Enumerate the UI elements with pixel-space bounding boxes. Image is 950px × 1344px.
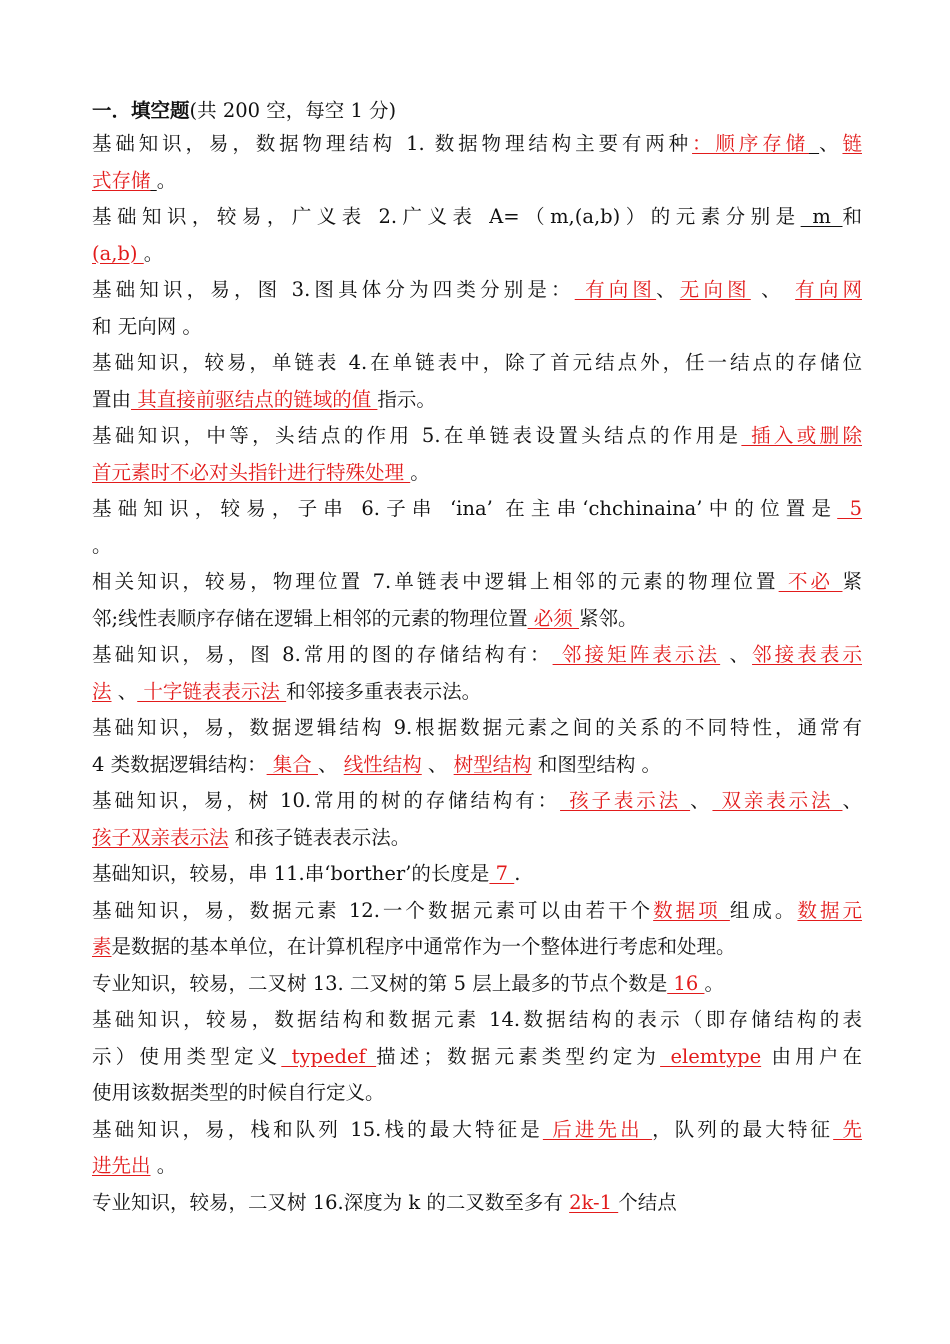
- question-text: 相关知识，较易，物理位置 7.单链表中逻辑上相邻的元素的物理位置: [92, 570, 779, 593]
- question-line: [92, 893, 862, 930]
- document-page: [92, 96, 862, 1221]
- question-line: [92, 856, 862, 893]
- question-text: 、: [111, 679, 138, 703]
- question-text: 、: [690, 789, 713, 812]
- question-item: [92, 637, 862, 710]
- answer-blank: 不必: [778, 570, 843, 593]
- question-line: [92, 637, 862, 674]
- question-text: 基础知识，易，图 3.图具体分为四类分别是：: [92, 278, 575, 301]
- question-text: 。: [704, 971, 724, 995]
- question-text: 基础知识，较易，数据结构和数据元素 14.数据结构的表示（即存储结构的表: [92, 1008, 862, 1031]
- answer-blank: 式存储: [92, 168, 151, 192]
- question-text: 组成。: [729, 898, 798, 922]
- question-text: 基础知识，易，栈和队列 15.栈的最大特征是: [92, 1117, 543, 1141]
- answer-blank: 数据元: [797, 898, 862, 922]
- question-text: 、: [819, 132, 843, 155]
- question-text: 和邻接多重表表示法。: [286, 679, 482, 703]
- question-text: 、: [656, 278, 680, 301]
- answer-blank: 插入或删除: [741, 424, 862, 447]
- question-line: [92, 418, 862, 455]
- answer-blank: 孩子表示法: [560, 789, 691, 812]
- question-line: [92, 455, 862, 492]
- question-line: [92, 1148, 862, 1185]
- answer-blank: 5: [837, 497, 862, 520]
- answer-blank: 链: [842, 132, 862, 155]
- question-text: 基础知识，较易，子串 6.子串 ‘ina’ 在主串‘chchinaina’中的位置是: [92, 497, 838, 520]
- answer-blank: typedef: [281, 1044, 377, 1068]
- answer-blank: 双亲表示法: [712, 789, 843, 812]
- question-item: [92, 272, 862, 345]
- answer-blank: 有向图: [574, 278, 657, 301]
- question-item: [92, 966, 862, 1003]
- answer-blank: 有向网: [795, 278, 862, 301]
- question-line: [92, 1112, 862, 1149]
- question-line: [92, 1002, 862, 1039]
- question-text: 指示。: [377, 387, 436, 411]
- question-item: [92, 199, 862, 272]
- question-text: 基础知识，易，数据元素 12.一个数据元素可以由若干个: [92, 898, 654, 922]
- question-line: [92, 199, 862, 236]
- question-text: 邻;线性表顺序存储在逻辑上相邻的元素的物理位置: [92, 606, 528, 630]
- answer-blank: 必须: [527, 606, 579, 630]
- question-text: 基础知识，较易，串 11.串‘borther’的长度是: [92, 862, 490, 885]
- question-text: 和 无向网 。: [92, 314, 202, 338]
- section-title: 填空题: [131, 99, 190, 122]
- answer-blank: 孩子双亲表示法: [92, 825, 229, 849]
- question-line: [92, 528, 862, 565]
- question-line: [92, 236, 862, 273]
- question-text: 基础知识，较易，广义表 2.广义表 A=（m,(a,b)）的元素分别是: [92, 205, 801, 228]
- question-line: [92, 1185, 862, 1222]
- question-text: 使用该数据类型的时候自行定义。: [92, 1081, 385, 1104]
- answer-blank: (a,b): [92, 241, 144, 265]
- question-line: [92, 491, 862, 528]
- answer-blank: 7: [489, 862, 515, 885]
- question-text: 基础知识，中等，头结点的作用 5.在单链表设置头结点的作用是: [92, 424, 742, 447]
- question-item: [92, 418, 862, 491]
- question-text: 、: [842, 789, 862, 812]
- blank-underline: m: [800, 205, 843, 228]
- answer-blank: 其直接前驱结点的链域的值: [131, 387, 378, 411]
- question-list: [92, 126, 862, 1221]
- question-line: [92, 309, 862, 346]
- question-text: 由用户在: [761, 1044, 862, 1068]
- question-text: 个结点: [618, 1190, 677, 1214]
- question-text: 、: [750, 278, 796, 301]
- answer-blank: 邻接矩阵表示法: [552, 643, 721, 666]
- question-text: 是数据的基本单位，在计算机程序中通常作为一个整体进行考虑和处理。: [111, 935, 736, 958]
- question-text: 。: [156, 168, 177, 192]
- question-line: [92, 966, 862, 1003]
- question-text: 、: [720, 643, 753, 666]
- section-note: (共 200 空，每空 1 分): [189, 99, 397, 122]
- question-text: 紧: [842, 570, 862, 593]
- question-text: 置由: [92, 387, 132, 411]
- question-item: [92, 564, 862, 637]
- question-text: 4 类数据逻辑结构：: [92, 752, 267, 776]
- question-text: ，队列的最大特征: [652, 1117, 834, 1141]
- question-text: 。: [143, 241, 164, 265]
- question-item: [92, 893, 862, 966]
- question-line: [92, 929, 862, 966]
- question-line: [92, 564, 862, 601]
- answer-blank: 后进先出: [542, 1117, 653, 1141]
- question-text: 基础知识，易，图 8.常用的图的存储结构有：: [92, 643, 553, 666]
- question-text: 基础知识，较易，单链表 4.在单链表中，除了首元结点外，任一结点的存储位: [92, 351, 862, 374]
- question-text: 和图型结构 。: [531, 752, 662, 776]
- blank-underline: [809, 132, 819, 155]
- question-line: [92, 272, 862, 309]
- question-item: [92, 856, 862, 893]
- question-text: 基础知识，易，数据逻辑结构 9.根据数据元素之间的关系的不同特性，通常有: [92, 716, 862, 739]
- question-line: [92, 126, 862, 163]
- section-number: 一．: [92, 99, 132, 122]
- question-line: [92, 747, 862, 784]
- answer-blank: 线性结构: [343, 752, 422, 776]
- question-line: [92, 820, 862, 857]
- question-line: [92, 163, 862, 200]
- question-text: 基础知识，易，树 10.常用的树的存储结构有：: [92, 789, 561, 812]
- question-item: [92, 783, 862, 856]
- answer-blank: 进先出: [92, 1154, 151, 1177]
- question-line: [92, 783, 862, 820]
- answer-blank: 法: [92, 679, 112, 703]
- question-text: 。: [150, 1154, 177, 1177]
- question-line: [92, 1039, 862, 1076]
- answer-blank: 16: [667, 971, 705, 995]
- question-text: 示）使用类型定义: [92, 1044, 282, 1068]
- question-line: [92, 1075, 862, 1112]
- question-line: [92, 710, 862, 747]
- question-text: 。: [92, 533, 112, 557]
- question-line: [92, 674, 862, 711]
- question-text: 。: [410, 460, 430, 484]
- answer-blank: 首元素时不必对头指针进行特殊处理: [92, 460, 411, 484]
- question-line: [92, 382, 862, 419]
- question-line: [92, 601, 862, 638]
- answer-blank: 先: [833, 1117, 862, 1141]
- question-text: .: [514, 862, 521, 885]
- question-text: 基础知识，易，数据物理结构 1. 数据物理结构主要有两种: [92, 132, 693, 155]
- question-item: [92, 345, 862, 418]
- question-text: 、: [421, 752, 454, 776]
- question-text: 专业知识，较易，二叉树 13. 二叉树的第 5 层上最多的节点个数是: [92, 971, 668, 995]
- question-text: 、: [318, 752, 344, 776]
- answer-blank: ：顺序存储: [692, 132, 809, 155]
- question-text: 专业知识，较易，二叉树 16.深度为 k 的二叉数至多有: [92, 1190, 570, 1214]
- answer-blank: 2k-1: [569, 1190, 619, 1214]
- answer-blank: 数据项: [653, 898, 730, 922]
- question-item: [92, 710, 862, 783]
- answer-blank: 邻接表表示: [752, 643, 862, 666]
- question-item: [92, 1185, 862, 1222]
- question-text: 和: [842, 205, 862, 228]
- question-text: 和孩子链表表示法。: [228, 825, 411, 849]
- answer-blank: 集合: [266, 752, 319, 776]
- question-text: 描述；数据元素类型约定为: [376, 1044, 661, 1068]
- answer-blank: 树型结构: [453, 752, 532, 776]
- answer-blank: 无向图: [679, 278, 751, 301]
- question-item: [92, 126, 862, 199]
- question-item: [92, 1002, 862, 1112]
- question-line: [92, 345, 862, 382]
- question-text: 紧邻。: [578, 606, 638, 630]
- question-item: [92, 1112, 862, 1185]
- answer-blank: 素: [92, 935, 112, 958]
- question-item: [92, 491, 862, 564]
- answer-blank: 十字链表表示法: [137, 679, 287, 703]
- section-heading: [92, 96, 862, 126]
- answer-blank: elemtype: [660, 1044, 762, 1068]
